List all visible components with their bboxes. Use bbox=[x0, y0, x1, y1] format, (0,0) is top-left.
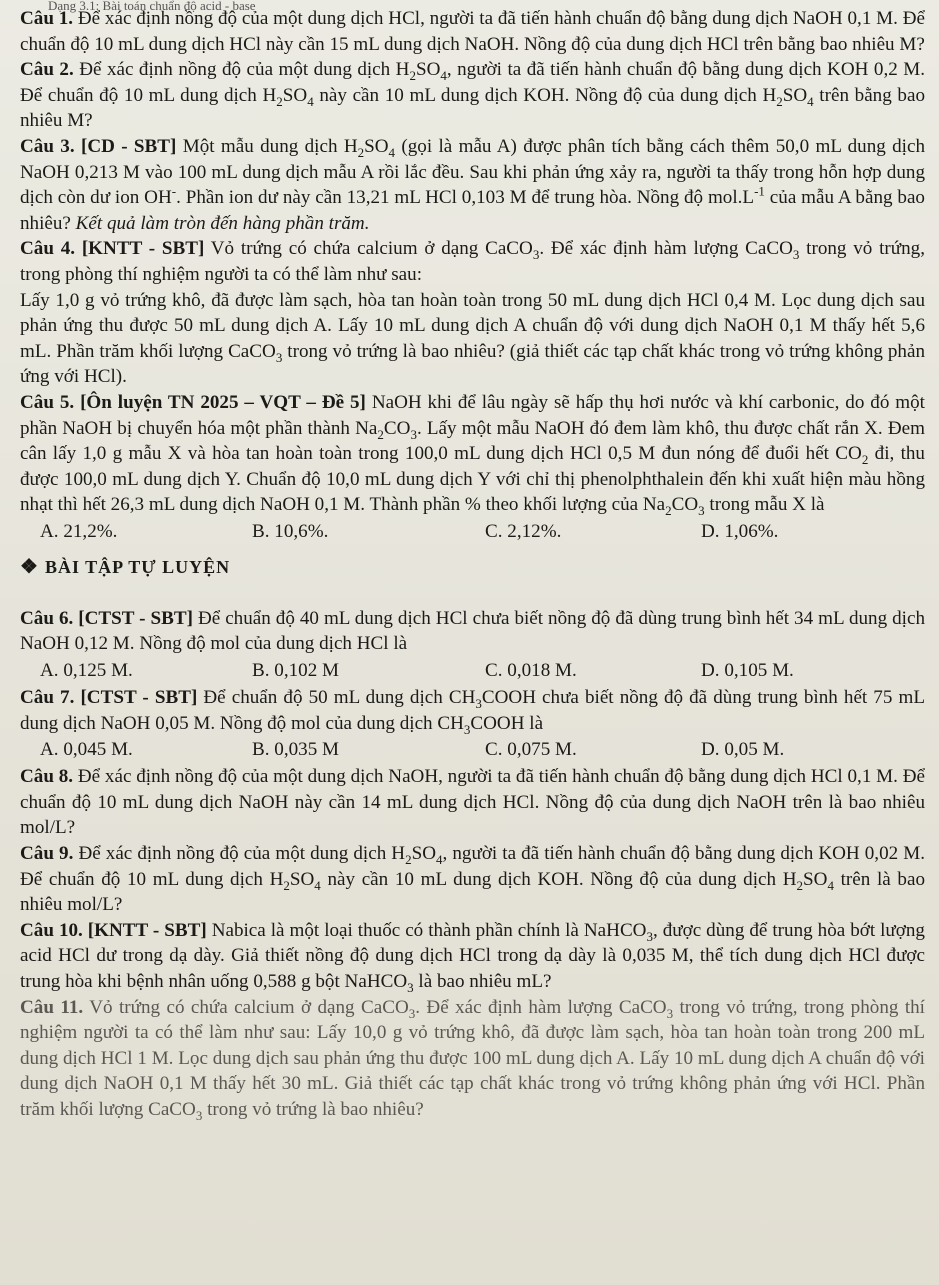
question-7-label: Câu 7. bbox=[20, 687, 75, 709]
question-10-source-tag: [KNTT - SBT] bbox=[87, 919, 207, 941]
question-11 bbox=[20, 995, 925, 1123]
question-9 bbox=[20, 841, 925, 918]
question-5-text: CO bbox=[383, 417, 411, 439]
question-11-text: Vỏ trứng có chứa calcium ở dạng CaCO bbox=[89, 996, 409, 1018]
question-9-text: SO bbox=[803, 868, 828, 890]
question-8-text: Để xác định nồng độ của một dung dịch NaOH, người ta đã tiến hành chuẩn độ bằng dung dịch HCl 0,1 M. Để chuẩn độ 10 mL dung dịch NaOH này cần 14 mL dung dịch HCl. Nồng độ của dung dịch NaOH trên là bao nhiêu mol/L? bbox=[20, 766, 925, 839]
option-c: C. 2,12%. bbox=[485, 520, 562, 542]
question-1-label: Câu 1. bbox=[20, 8, 74, 29]
question-2-text: , người ta đã tiến hành chuẩn độ bằng dung dịch KOH 0,2 M. Để chuẩn độ 10 mL dung dịch H bbox=[20, 59, 925, 106]
question-6-options bbox=[20, 657, 925, 685]
question-4-text: trong vỏ trứng là bao nhiêu? (giả thiết các tạp chất khác trong vỏ trứng không phản ứng với HCl). bbox=[20, 340, 925, 388]
subscript: 2 bbox=[776, 93, 783, 109]
question-11-text: trong vỏ trứng là bao nhiêu? bbox=[202, 1098, 424, 1120]
question-2-text: SO bbox=[782, 84, 808, 106]
question-7-text: COOH là bbox=[470, 712, 544, 734]
question-1-text: Để xác định nồng độ của một dung dịch HCl, người ta đã tiến hành chuẩn độ bằng dung dịch NaOH 0,1 M. Để chuẩn độ 10 mL dung dịch HCl này cần 15 mL dung dịch NaOH. Nồng độ của dung dịch HCl trên bằng bao nhiêu M? bbox=[20, 8, 925, 55]
question-2 bbox=[20, 57, 925, 134]
subscript: 2 bbox=[377, 426, 384, 442]
question-9-text: này cần 10 mL dung dịch KOH. Nồng độ của dung dịch H bbox=[320, 868, 797, 890]
question-7-options bbox=[20, 736, 925, 764]
diamond-bullet-icon: ❖ bbox=[20, 555, 39, 578]
option-c: C. 0,018 M. bbox=[485, 660, 577, 682]
question-9-text: Để xác định nồng độ của một dung dịch H bbox=[78, 843, 406, 865]
subscript: 3 bbox=[646, 928, 653, 944]
question-5-text: đi, thu được 100,0 mL dung dịch Y. Chuẩn độ 10,0 mL dung dịch Y với chỉ thị phenolphthalein đến khi xuất hiện màu hồng nhạt thì hết 26,3 mL dung dịch NaOH 0,1 M. Thành phần % theo khối lượng của Na bbox=[20, 443, 925, 516]
subscript: 4 bbox=[827, 877, 834, 893]
subscript: 2 bbox=[861, 451, 869, 467]
subscript: 3 bbox=[475, 695, 482, 711]
question-5-text: CO bbox=[671, 494, 699, 516]
question-5-label: Câu 5. bbox=[20, 391, 75, 413]
superscript: -1 bbox=[754, 183, 765, 199]
question-8 bbox=[20, 764, 925, 841]
question-2-label: Câu 2. bbox=[20, 59, 74, 81]
question-10 bbox=[20, 918, 925, 995]
subscript: 3 bbox=[410, 426, 417, 442]
question-4 bbox=[20, 236, 925, 287]
subscript: 4 bbox=[440, 68, 447, 83]
question-5-text: NaOH khi để lâu ngày sẽ hấp thụ hơi nước và khí carbonic, do đó một phần NaOH bị chuyển hóa một phần thành Na bbox=[20, 391, 925, 439]
question-9-text: SO bbox=[411, 843, 437, 865]
subscript: 2 bbox=[405, 851, 412, 867]
question-3-text: SO bbox=[364, 135, 389, 157]
subscript: 3 bbox=[698, 503, 705, 519]
question-3-source-tag: [CD - SBT] bbox=[80, 135, 177, 157]
subscript: 2 bbox=[409, 68, 416, 83]
question-11-text: . Để xác định hàm lượng CaCO bbox=[415, 996, 667, 1018]
question-3-text: Một mẫu dung dịch H bbox=[176, 135, 358, 157]
question-4-label: Câu 4. bbox=[20, 238, 76, 260]
option-b: B. 0,035 M bbox=[252, 739, 339, 761]
question-7-text: Để chuẩn độ 50 mL dung dịch CH bbox=[197, 687, 476, 709]
question-11-text: trong vỏ trứng, trong phòng thí nghiệm người ta có thể làm như sau: Lấy 10,0 g vỏ trứng khô, đã được làm sạch, hòa tan hoàn toàn trong 200 mL dung dịch HCl 1 M. Lọc dung dịch sau phản ứng thu được 100 mL dung dịch A. Lấy 10 mL dung dịch A chuẩn độ với dung dịch NaOH 0,1 M thấy hết 30 mL. Giả thiết các tạp chất khác trong vỏ trứng không phản ứng với HCl. Phần trăm khối lượng CaCO bbox=[20, 996, 925, 1120]
question-5-text: trong mẫu X là bbox=[704, 494, 825, 516]
option-d: D. 1,06%. bbox=[701, 520, 779, 542]
superscript: - bbox=[171, 183, 177, 199]
question-7-source-tag: [CTST - SBT] bbox=[80, 687, 198, 709]
question-3-text: . Phần ion dư này cần 13,21 mL HCl 0,103 M để trung hòa. Nồng độ mol.L bbox=[176, 187, 755, 209]
subscript: 2 bbox=[665, 503, 672, 519]
question-9-label: Câu 9. bbox=[20, 843, 74, 865]
question-9-text: SO bbox=[289, 868, 315, 890]
subscript: 3 bbox=[275, 349, 283, 365]
question-8-label: Câu 8. bbox=[20, 766, 74, 788]
question-6 bbox=[20, 606, 925, 657]
question-4-text: Vỏ trứng có chứa calcium ở dạng CaCO bbox=[204, 238, 533, 260]
question-10-text: là bao nhiêu mL? bbox=[413, 971, 552, 992]
question-4-text: trong vỏ trứng, trong phòng thí nghiệm người ta có thể làm như sau: bbox=[20, 238, 925, 285]
subscript: 4 bbox=[436, 851, 443, 867]
question-10-label: Câu 10. bbox=[20, 919, 83, 941]
question-5-text: . Lấy một mẫu NaOH đó đem làm khô, thu được chất rắn X. Đem cân lấy 1,0 g mẫu X và hòa tan hoàn toàn trong 100,0 mL dung dịch HCl 0,5 M đun nóng để đuổi hết CO bbox=[20, 417, 925, 465]
question-1 bbox=[20, 6, 925, 57]
option-a: A. 21,2%. bbox=[40, 520, 118, 542]
option-d: D. 0,105 M. bbox=[701, 660, 794, 682]
question-4-text: Lấy 1,0 g vỏ trứng khô, đã được làm sạch, hòa tan hoàn toàn trong 50 mL dung dịch HCl 0,4 M. Lọc dung dịch sau phản ứng thu được 50 mL dung dịch A. Lấy 10 mL dung dịch A chuẩn độ với dung dịch NaOH 0,1 M thấy hết 5,6 mL. Phần trăm khối lượng CaCO bbox=[20, 289, 925, 362]
question-10-text: Nabica là một loại thuốc có thành phần chính là NaHCO bbox=[206, 919, 647, 941]
question-11-label: Câu 11. bbox=[20, 996, 84, 1018]
question-2-text: trên bằng bao nhiêu M? bbox=[20, 84, 925, 132]
section-title: BÀI TẬP TỰ LUYỆN bbox=[44, 556, 231, 577]
subscript: 3 bbox=[195, 1107, 203, 1123]
running-header: Dạng 3.1: Bài toán chuẩn độ acid - base bbox=[48, 0, 256, 13]
question-3-label: Câu 3. bbox=[20, 135, 75, 157]
subscript: 4 bbox=[314, 877, 321, 893]
question-2-text: SO bbox=[282, 84, 308, 106]
question-2-text: Để xác định nồng độ của một dung dịch H bbox=[79, 59, 410, 81]
subscript: 3 bbox=[407, 979, 414, 995]
option-a: A. 0,045 M. bbox=[40, 739, 133, 761]
subscript: 3 bbox=[463, 721, 471, 737]
question-9-text: , người ta đã tiến hành chuẩn độ bằng dung dịch KOH 0,02 M. Để chuẩn độ 10 mL dung dịch H bbox=[20, 843, 925, 890]
question-6-text: Để chuẩn độ 40 mL dung dịch HCl chưa biết nồng độ đã dùng trung bình hết 34 mL dung dịch NaOH 0,12 M. Nồng độ mol của dung dịch HCl là bbox=[20, 607, 925, 655]
subscript: 4 bbox=[307, 93, 314, 109]
option-b: B. 10,6%. bbox=[252, 520, 329, 542]
question-4-text: . Để xác định hàm lượng CaCO bbox=[539, 238, 793, 260]
subscript: 4 bbox=[807, 93, 814, 109]
question-5 bbox=[20, 390, 925, 518]
question-2-text: SO bbox=[415, 59, 441, 81]
question-4-source-tag: [KNTT - SBT] bbox=[81, 238, 205, 260]
option-b: B. 0,102 M bbox=[252, 660, 339, 682]
subscript: 3 bbox=[666, 1005, 674, 1021]
question-3-note: Kết quả làm tròn đến hàng phần trăm. bbox=[75, 212, 370, 234]
subscript: 2 bbox=[283, 877, 290, 893]
question-7-text: COOH chưa biết nồng độ đã dùng trung bình hết 75 mL dung dịch NaOH 0,05 M. Nồng độ mol của dung dịch CH bbox=[20, 687, 925, 734]
option-c: C. 0,075 M. bbox=[485, 739, 577, 761]
subscript: 3 bbox=[792, 247, 800, 263]
subscript: 4 bbox=[388, 144, 396, 160]
question-5-source-tag: [Ôn luyện TN 2025 – VQT – Đề 5] bbox=[80, 391, 366, 413]
option-a: A. 0,125 M. bbox=[40, 660, 133, 682]
question-2-text: này cần 10 mL dung dịch KOH. Nồng độ của dung dịch H bbox=[313, 84, 777, 106]
question-5-options bbox=[20, 518, 925, 546]
option-d: D. 0,05 M. bbox=[701, 739, 785, 761]
question-6-source-tag: [CTST - SBT] bbox=[78, 607, 193, 629]
subscript: 2 bbox=[357, 144, 365, 160]
question-9-text: trên là bao nhiêu mol/L? bbox=[20, 868, 925, 916]
subscript: 2 bbox=[796, 877, 804, 893]
subscript: 3 bbox=[408, 1005, 416, 1021]
question-7 bbox=[20, 685, 925, 736]
subscript: 2 bbox=[276, 93, 283, 109]
section-heading bbox=[20, 552, 925, 582]
question-6-label: Câu 6. bbox=[20, 607, 74, 629]
question-3-text: (gọi là mẫu A) được phân tích bằng cách thêm 50,0 mL dung dịch NaOH 0,213 M vào 100 mL dung dịch mẫu A rồi lắc đều. Sau khi phản ứng xảy ra, người ta thấy trong hỗn hợp dung dịch còn dư ion OH bbox=[20, 135, 926, 209]
question-10-text: , được dùng để trung hòa bớt lượng acid HCl dư trong dạ dày. Giả thiết nồng độ dung dịch HCl trong dạ dày là 0,035 M, thể tích dung dịch HCl được trung hòa khi bệnh nhân uống 0,588 g bột NaHCO bbox=[20, 919, 925, 992]
question-3 bbox=[20, 134, 925, 236]
subscript: 3 bbox=[532, 247, 540, 263]
question-3-text: của mẫu A bằng bao nhiêu? bbox=[20, 187, 925, 234]
question-4-continued bbox=[20, 288, 925, 390]
